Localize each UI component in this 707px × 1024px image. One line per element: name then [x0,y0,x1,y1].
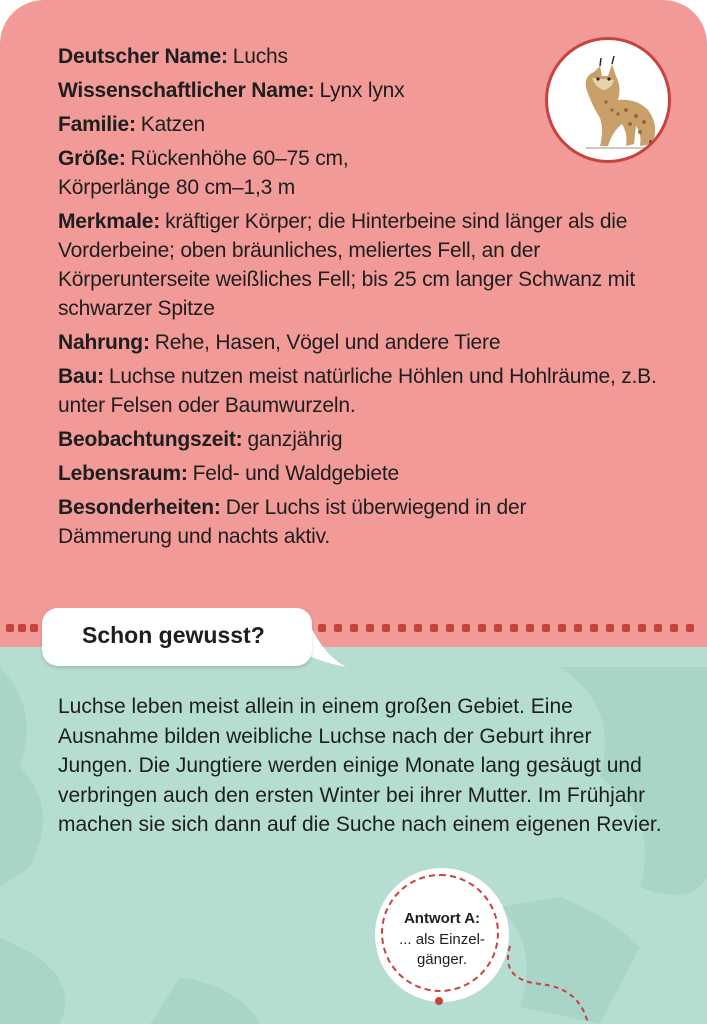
trail-dot [433,995,445,1007]
answer-title: Antwort A: [403,910,481,927]
fact-features: Merkmale : kräftiger Körper; die Hinterbeine sind länger als die Vorderbeine; oben bräunliches, meliertes Fell, an der Körperunterseite weißliches Fell; bis 25 cm langer Schwanz mit schwarzer Spitze [58,207,643,323]
fact-den: Bau : Luchse nutzen meist natürliche Höhlen und Hohlräume, z.B. unter Felsen oder Baumwurzeln. [58,362,658,420]
lynx-icon [548,40,668,160]
fact-special: Besonderheiten : Der Luchs ist überwiegend in der Dämmerung und nachts aktiv. [58,493,578,551]
did-you-know-title: Schon gewusst? [82,622,265,648]
divider-dots-right [318,620,707,636]
fact-observation-time: Beobachtungszeit : ganzjährig [58,425,668,454]
lynx-image [545,37,671,163]
divider-dots-left [6,620,42,636]
answer-line-2: gänger. [416,951,468,968]
did-you-know-bubble [42,608,312,666]
fact-food: Nahrung : Rehe, Hasen, Vögel und andere Tiere [58,328,668,357]
fact-habitat: Lebensraum : Feld- und Waldgebiete [58,459,668,488]
fact-scientific-name: Wissenschaftlicher Name : Lynx lynx [58,76,668,105]
fact-family: Familie : Katzen [58,110,668,139]
fact-size: Größe : Rückenhöhe 60–75 cm, Körperlänge 80 cm–1,3 m [58,144,668,202]
answer-ring [381,874,499,992]
info-text: Luchse leben meist allein in einem großen Gebiet. Eine Ausnahme bilden weibliche Luchse nach der Geburt ihrer Jungen. Die Jungtiere werden einige Monate lang gesäugt und verbringen auch den ersten Winter bei ihrer Mutter. Im Frühjahr machen sie sich dann auf die Suche nach einem eigenen Revier. [58,695,662,836]
answer-line-1: ... als Einzel- [399,931,485,948]
fact-german-name: Deutscher Name : Luchs [58,42,668,71]
